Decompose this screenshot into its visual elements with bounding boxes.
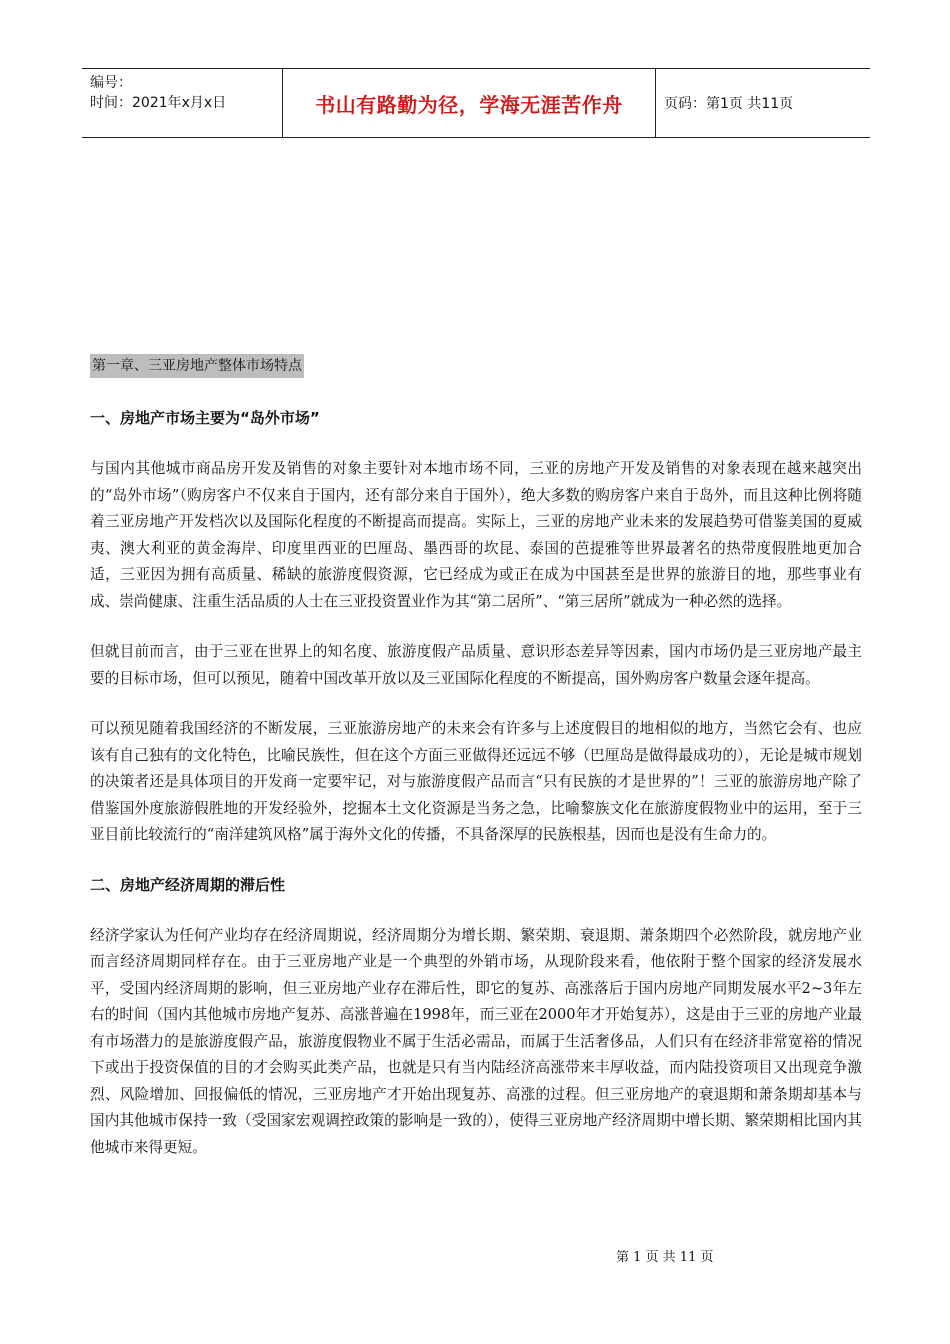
header-meta [82,69,282,137]
section-heading: 一、房地产市场主要为“岛外市场” [90,409,320,427]
paragraph: 与国内其他城市商品房开发及销售的对象主要针对本地市场不同，三亚的房地产开发及销售的对象表现在越来越突出的“岛外市场”（购房客户不仅来自于国内，还有部分来自于国外），绝大多数的购房客户来自于岛外，而且这种比例将随着三亚房地产开发档次以及国际化程度的不断提高而提高。实际上，三亚的房地产业未来的发展趋势可借鉴美国的夏威夷、澳大利亚的黄金海岸、印度里西亚的巴厘岛、墨西哥的坎昆、泰国的芭提雅等世界最著名的热带度假胜地更加合适，三亚因为拥有高质量、稀缺的旅游度假资源，它已经成为或正在成为中国甚至是世界的旅游目的地，那些事业有成、崇尚健康、注重生活品质的人士在三亚投资置业作为其“第二居所”、“第三居所”就成为一种必然的选择。 [90,460,862,610]
page-header [82,68,870,138]
number-label: 编号： [90,75,132,91]
date-label: 时间：2021年x月x日 [90,95,227,111]
header-motto: 书山有路勤为径，学海无涯苦作舟 [282,69,656,137]
header-page-info: 页码：第1页 共11页 [664,96,794,112]
footer-page-number: 第 1 页 共 11 页 [616,1250,714,1265]
section-heading: 二、房地产经济周期的滞后性 [90,875,286,894]
chapter-title: 第一章、三亚房地产整体市场特点 [90,354,304,378]
paragraph: 但就目前而言，由于三亚在世界上的知名度、旅游度假产品质量、意识形态差异等因素，国内市场仍是三亚房地产最主要的目标市场，但可以预见，随着中国改革开放以及三亚国际化程度的不断提高，国外购房客户数量会逐年提高。 [90,643,862,687]
paragraph: 经济学家认为任何产业均存在经济周期说，经济周期分为增长期、繁荣期、衰退期、萧条期四个必然阶段，就房地产业而言经济周期同样存在。由于三亚房地产业是一个典型的外销市场，从现阶段来看，他依附于整个国家的经济发展水平，受国内经济周期的影响，但三亚房地产业存在滞后性，即它的复苏、高涨落后于国内房地产同期发展水平2~3年左右的时间（国内其他城市房地产复苏、高涨普遍在1998年，而三亚在2000年才开始复苏），这是由于三亚的房地产业最有市场潜力的是旅游度假产品，旅游度假物业不属于生活必需品，而属于生活奢侈品，人们只有在经济非常宽裕的情况下或出于投资保值的目的才会购买此类产品，也就是只有当内陆经济高涨带来丰厚收益，而内陆投资项目又出现竞争激烈、风险增加、回报偏低的情况，三亚房地产才开始出现复苏、高涨的过程。但三亚房地产的衰退期和萧条期却基本与国内其他城市保持一致（受国家宏观调控政策的影响是一致的），使得三亚房地产经济周期中增长期、繁荣期相比国内其他城市来得更短。 [90,926,862,1156]
paragraph: 可以预见随着我国经济的不断发展，三亚旅游房地产的未来会有许多与上述度假目的地相似的地方，当然它会有、也应该有自己独有的文化特色，比喻民族性，但在这个方面三亚做得还远远不够（巴厘岛是做得最成功的），无论是城市规划的决策者还是具体项目的开发商一定要牢记，对与旅游度假产品而言“只有民族的才是世界的”！三亚的旅游房地产除了借鉴国外度旅游假胜地的开发经验外，挖掘本土文化资源是当务之急，比喻黎族文化在旅游度假物业中的运用，至于三亚目前比较流行的“南洋建筑风格”属于海外文化的传播，不具备深厚的民族根基，因而也是没有生命力的。 [90,720,862,843]
document-body [90,354,862,1185]
